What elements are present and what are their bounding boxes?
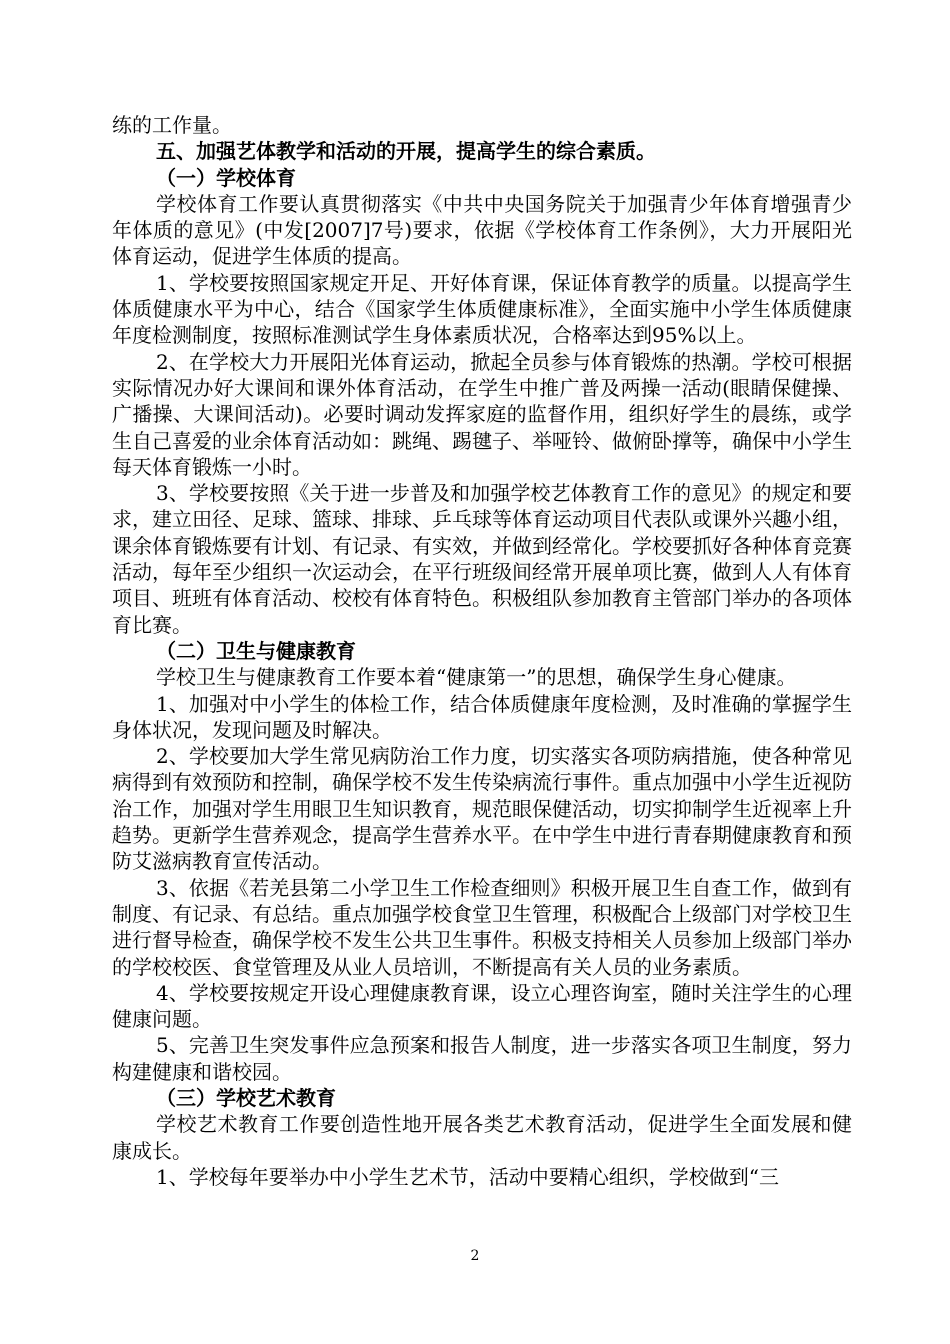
section-heading: 五、加强艺体教学和活动的开展，提高学生的综合素质。 [156, 139, 656, 164]
subsection-heading: （一）学校体育 [156, 165, 296, 190]
paragraph: 5、完善卫生突发事件应急预案和报告人制度，进一步落实各项卫生制度，努力构建健康和谐校园。 [112, 1033, 852, 1084]
paragraph: 1、学校要按照国家规定开足、开好体育课，保证体育教学的质量。以提高学生体质健康水平为中心，结合《国家学生体质健康标准》，全面实施中小学生体质健康年度检测制度，按照标准测试学生身体素质状况，合格率达到95%以上。 [112, 270, 852, 348]
paragraph: 4、学校要按规定开设心理健康教育课，设立心理咨询室，随时关注学生的心理健康问题。 [112, 980, 852, 1032]
page-number: 2 [470, 1248, 480, 1264]
paragraph: 学校卫生与健康教育工作要本着“健康第一”的思想，确保学生身心健康。 [156, 665, 797, 690]
paragraph: 2、学校要加大学生常见病防治工作力度，切实落实各项防病措施，使各种常见病得到有效预防和控制，确保学校不发生传染病流行事件。重点加强中小学生近视防治工作，加强对学生用眼卫生知识教育，规范眼保健活动，切实抑制学生近视率上升趋势。更新学生营养观念，提高学生营养水平。在中学生中进行青春期健康教育和预防艾滋病教育宣传活动。 [112, 744, 852, 874]
paragraph: 学校艺术教育工作要创造性地开展各类艺术教育活动，促进学生全面发展和健康成长。 [112, 1112, 852, 1163]
paragraph: 3、依据《若羌县第二小学卫生工作检查细则》积极开展卫生自查工作，做到有制度、有记录、有总结。重点加强学校食堂卫生管理，积极配合上级部门对学校卫生进行督导检查，确保学校不发生公共卫生事件。积极支持相关人员参加上级部门举办的学校校医、食堂管理及从业人员培训，不断提高有关人员的业务素质。 [112, 875, 852, 979]
paragraph: 3、学校要按照《关于进一步普及和加强学校艺体教育工作的意见》的规定和要求，建立田径、足球、篮球、排球、乒乓球等体育运动项目代表队或课外兴趣小组，课余体育锻炼要有计划、有记录、有实效，并做到经常化。学校要抓好各种体育竞赛活动，每年至少组织一次运动会，在平行班级间经常开展单项比赛，做到人人有体育项目、班班有体育活动、校校有体育特色。积极组队参加教育主管部门举办的各项体育比赛。 [112, 481, 852, 637]
subsection-heading: （三）学校艺术教育 [156, 1085, 336, 1110]
document-body [112, 112, 852, 1190]
subsection-heading: （二）卫生与健康教育 [156, 638, 356, 663]
paragraph: 1、学校每年要举办中小学生艺术节，活动中要精心组织，学校做到“三 [156, 1164, 779, 1189]
paragraph: 2、在学校大力开展阳光体育运动，掀起全员参与体育锻炼的热潮。学校可根据实际情况办好大课间和课外体育活动，在学生中推广普及两操一活动(眼睛保健操、广播操、大课间活动)。必要时调动发挥家庭的监督作用，组织好学生的晨练，或学生自己喜爱的业余体育活动如：跳绳、踢毽子、举哑铃、做俯卧撑等，确保中小学生每天体育锻炼一小时。 [112, 349, 852, 479]
paragraph: 学校体育工作要认真贯彻落实《中共中央国务院关于加强青少年体育增强青少年体质的意见》(中发[2007]7号)要求，依据《学校体育工作条例》，大力开展阳光体育运动，促进学生体质的提高。 [112, 191, 852, 269]
paragraph: 1、加强对中小学生的体检工作，结合体质健康年度检测，及时准确的掌握学生身体状况，发现问题及时解决。 [112, 691, 852, 742]
paragraph: 练的工作量。 [112, 113, 232, 137]
